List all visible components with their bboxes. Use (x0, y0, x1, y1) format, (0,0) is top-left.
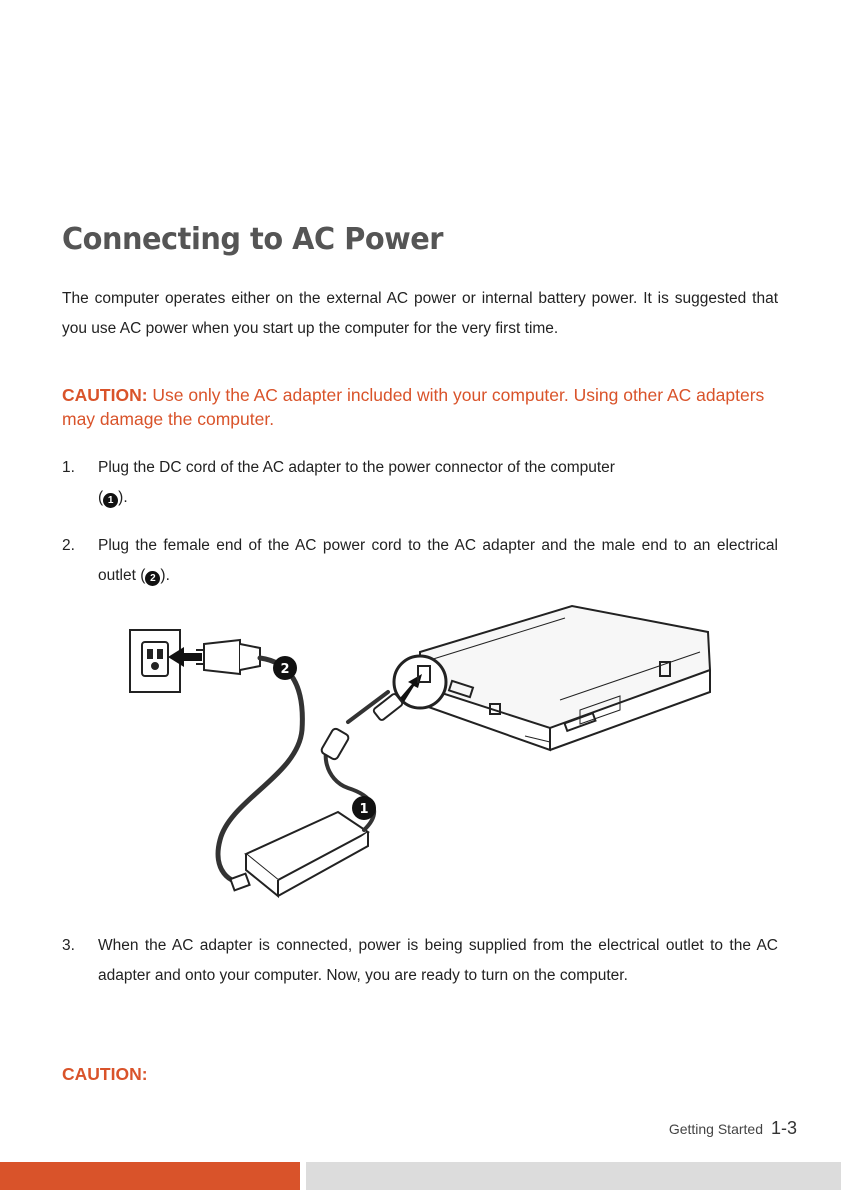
callout-badge: 1 (103, 493, 118, 508)
svg-text:2: 2 (280, 662, 290, 677)
ac-adapter-brick (230, 812, 368, 896)
step-number: 2. (62, 537, 75, 554)
callout-2-icon (273, 656, 297, 680)
laptop-computer (420, 606, 710, 750)
zoom-circle (394, 656, 446, 708)
page-number: 1-3 (770, 1118, 797, 1138)
footer-gray-bar (306, 1162, 841, 1190)
step-2 (62, 531, 778, 591)
callout-badge: 2 (145, 571, 160, 586)
ac-plug (196, 640, 260, 674)
ac-adapter-connection-illustration (120, 600, 720, 905)
caution-heading: CAUTION: (62, 1064, 148, 1084)
intro-paragraph: The computer operates either on the external AC power or internal battery power. It is suggested that you use AC power when you start up the computer for the very first time. (62, 290, 778, 337)
step-text: Plug the female end of the AC power cord to the AC adapter and the male end to an electrical outlet ( 2 ). (98, 537, 778, 584)
svg-text:1: 1 (359, 802, 369, 817)
callout-1-icon (352, 796, 376, 820)
step-text: When the AC adapter is connected, power is being supplied from the electrical outlet to the AC adapter and onto your computer. Now, you are ready to turn on the computer. (98, 937, 778, 984)
caution-note (62, 383, 778, 431)
step-number: 1. (62, 459, 75, 476)
page-title: Connecting to AC Power (62, 222, 444, 257)
caution-label: CAUTION: (62, 385, 148, 405)
footer-section-name: Getting Started (668, 1121, 763, 1137)
page-footer (669, 1118, 797, 1139)
step-1 (62, 453, 778, 513)
wall-outlet (130, 630, 180, 692)
caution-text: Use only the AC adapter included with your computer. Using other AC adapters may damage the computer. (62, 385, 765, 429)
step-3 (62, 931, 778, 991)
step-text: Plug the DC cord of the AC adapter to the power connector of the computer ( 1 ). (98, 459, 615, 506)
footer-accent-bar (0, 1162, 300, 1190)
step-number: 3. (62, 937, 75, 954)
